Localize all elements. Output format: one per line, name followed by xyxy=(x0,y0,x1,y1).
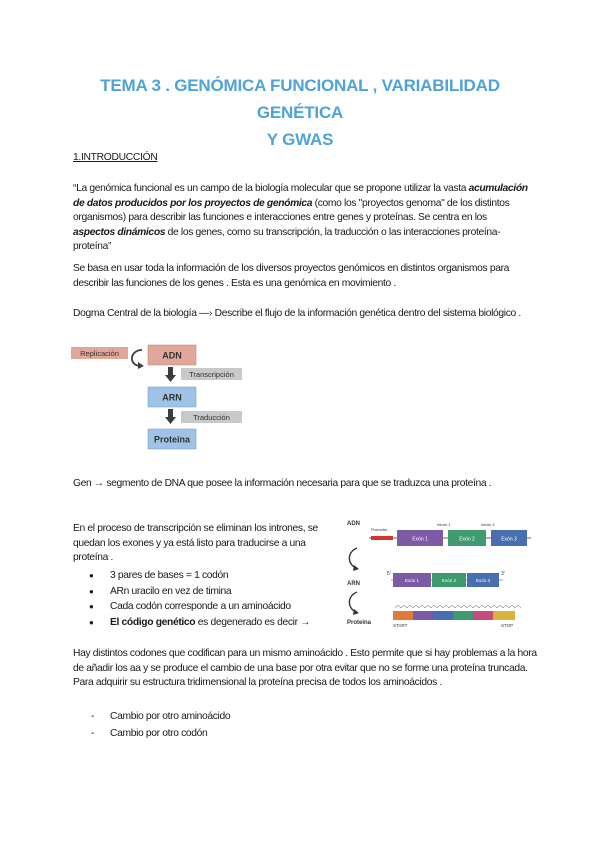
mutation-list xyxy=(73,708,230,742)
down-arrow-1-icon xyxy=(168,367,173,376)
codons-paragraph: Hay distintos codones que codifican para un mismo aminoácido . Esto permite que si hay problemas a la hora de añadir los aa y se produce el cambio de una base por otra evitar que no se forme una proteína truncada. Para adquirir su estructura tridimensional la proteína precisa de todos los aminoácidos . xyxy=(73,648,537,688)
transcription-curve-icon xyxy=(349,548,357,568)
codon-block xyxy=(393,611,413,620)
gen-definition: Gen → segmento de DNA que posee la información necesaria para que se traduzca una proteína . xyxy=(73,478,492,489)
dogma-diagram xyxy=(70,338,250,458)
five-prime-label: 5' xyxy=(387,571,391,577)
down-arrow-2-icon xyxy=(168,409,173,418)
list-item: ● ARn uracilo en vez de timina xyxy=(73,584,310,600)
transcripcion-label: Transcripción xyxy=(189,370,234,379)
intro-quote xyxy=(73,182,531,255)
svg-text:Exón 3: Exón 3 xyxy=(475,578,491,583)
exon1-label: Exón 1 xyxy=(412,536,428,543)
traduccion-label: Traducción xyxy=(193,413,230,422)
proteina-side-label: Proteína xyxy=(347,620,372,626)
arn-label: ARN xyxy=(162,392,182,403)
codon-block xyxy=(493,611,515,620)
title-line-1: TEMA 3 . GENÓMICA FUNCIONAL , VARIABILIDAD GENÉTICA xyxy=(100,76,500,122)
transcription-paragraph: En el proceso de transcripción se eliminan los intrones, se quedan los exones y ya está listo para traducirse a una proteína . xyxy=(73,523,318,563)
page-title xyxy=(60,72,540,153)
adn-side-label: ADN xyxy=(347,521,360,527)
list-item: ● El código genético es degenerado es decir → xyxy=(73,615,310,631)
intron2-label: Intrón 2 xyxy=(481,522,495,527)
replication-arrowhead-icon xyxy=(138,362,144,369)
dogma-line: Dogma Central de la biología —› Describe el flujo de la información genética dentro del sistema biológico . xyxy=(73,308,521,319)
list-item: - Cambio por otro aminoácido xyxy=(73,708,230,725)
list-item: - Cambio por otro codón xyxy=(73,725,230,742)
arn-side-label: ARN xyxy=(347,581,360,587)
title-line-2: Y GWAS xyxy=(266,130,334,149)
section-heading: 1.INTRODUCCIÓN xyxy=(73,152,158,163)
exon3-label: Exón 3 xyxy=(501,536,517,543)
codon-block xyxy=(433,611,453,620)
intro-emphasis-1: acumulación de datos producidos por los proyectos de genómica xyxy=(73,183,528,209)
adn-label: ADN xyxy=(162,350,182,361)
genomics-paragraph: Se basa en usar toda la información de los diversos proyectos genómicos en distintos organismos para describir las funciones de los genes . Esta es una genómica en movimiento . xyxy=(73,263,510,289)
intro-text-1: “La genómica funcional es un campo de la biología molecular que se propone utilizar la vasta xyxy=(73,183,469,194)
svg-text:Exón 1: Exón 1 xyxy=(404,578,420,583)
gene-expression-diagram xyxy=(343,516,533,630)
codon-facts-list xyxy=(73,568,310,630)
start-label: START xyxy=(393,623,408,628)
intron1-label: Intrón 1 xyxy=(437,522,451,527)
three-prime-label: 3' xyxy=(501,571,505,577)
codon-block xyxy=(413,611,433,620)
svg-text:Exón 2: Exón 2 xyxy=(441,578,457,583)
codon-block xyxy=(453,611,473,620)
translation-curve-icon xyxy=(349,592,357,612)
exon2-label: Exón 2 xyxy=(459,536,475,543)
intro-emphasis-2: aspectos dinámicos xyxy=(73,226,166,238)
replicacion-label: Replicación xyxy=(80,349,119,358)
codon-block xyxy=(473,611,493,620)
replication-arrow-icon xyxy=(132,350,142,366)
intro-text-2: (como los "proyectos genoma" de los distintos organismos) para describir las funciones e interacciones entre genes y proteínas. Se centra en los xyxy=(73,197,510,223)
promotor-box xyxy=(371,536,393,540)
list-item: ● 3 pares de bases = 1 codón xyxy=(73,568,310,584)
promotor-label: Promotor xyxy=(371,527,388,532)
intro-text-3: de los genes, como su transcripción, la traducción o las interacciones proteína-proteína” xyxy=(73,226,501,252)
stop-label: STOP xyxy=(501,623,514,628)
proteina-label: Proteína xyxy=(153,434,191,445)
list-item: ● Cada codón corresponde a un aminoácido xyxy=(73,599,310,615)
trna-row xyxy=(395,606,521,609)
